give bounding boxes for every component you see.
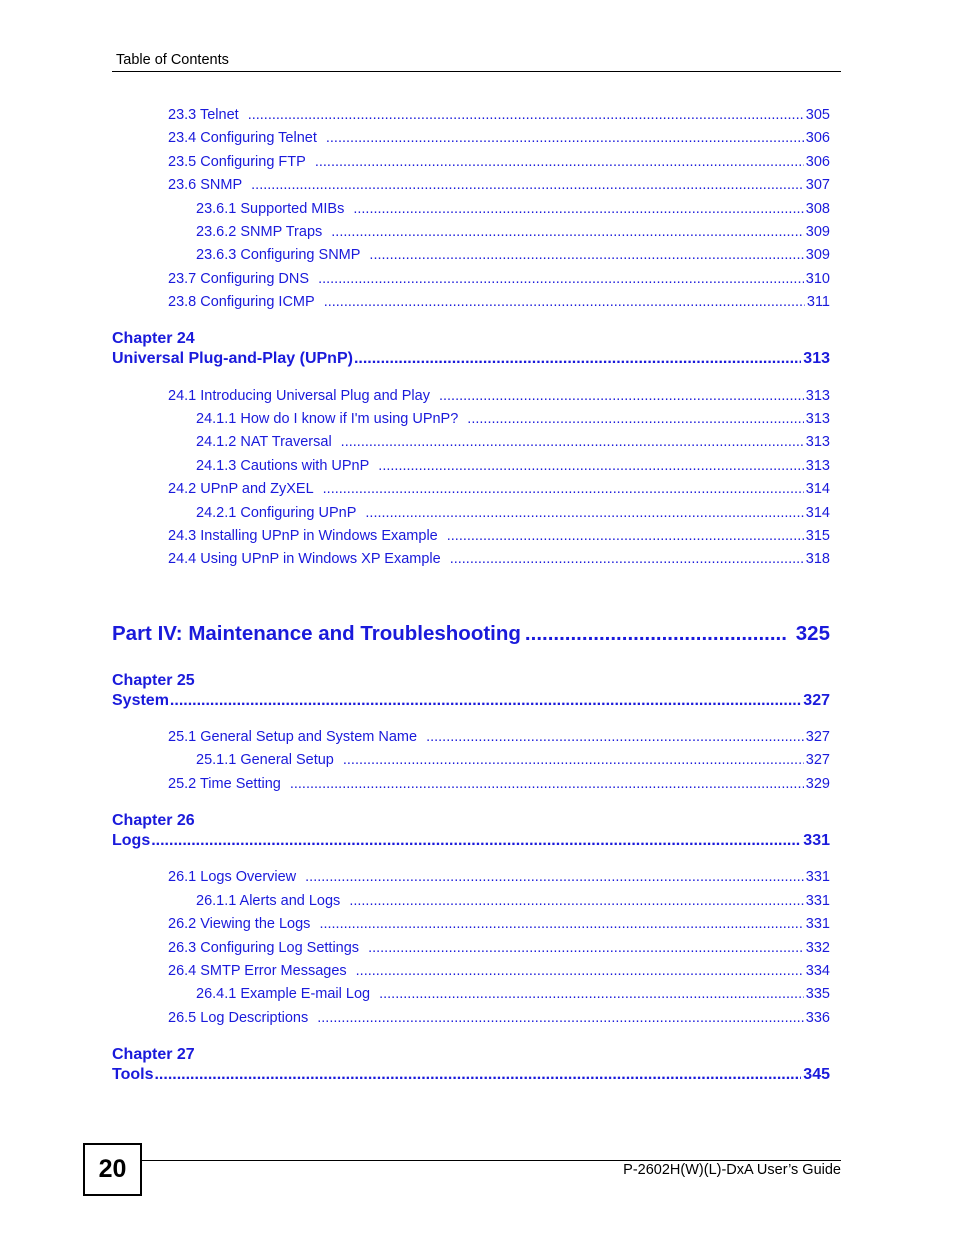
- toc-entry-title: 24.1.2 NAT Traversal: [196, 434, 332, 450]
- toc-entry-page: 313: [805, 458, 830, 474]
- toc-entry-title: 24.1 Introducing Universal Plug and Play: [168, 388, 430, 404]
- toc-entry-23-4[interactable]: [168, 130, 830, 146]
- toc-entry-page: 313: [805, 411, 830, 427]
- toc-entry-23-6-3[interactable]: [196, 247, 830, 263]
- toc-entry-26-5[interactable]: [168, 1010, 830, 1026]
- toc-entry-26-1[interactable]: [168, 869, 830, 885]
- toc-chapter-24[interactable]: [112, 350, 830, 368]
- toc-entry-23-7[interactable]: [168, 271, 830, 287]
- toc-entry-24-3[interactable]: [168, 528, 830, 544]
- toc-entry-23-3[interactable]: [168, 107, 830, 123]
- toc-entry-page: 331: [805, 893, 830, 909]
- toc-entry-page: 332: [805, 940, 830, 956]
- dot-leader: [343, 752, 804, 768]
- toc-entry-23-6-2[interactable]: [196, 224, 830, 240]
- toc-entry-title: 23.6 SNMP: [168, 177, 243, 193]
- toc-entry-title: 23.8 Configuring ICMP: [168, 294, 315, 310]
- toc-entry-24-2-1[interactable]: [196, 505, 830, 521]
- dot-leader: [290, 776, 804, 792]
- toc-entry-title: 26.4 SMTP Error Messages: [168, 963, 347, 979]
- dot-leader: [324, 294, 805, 310]
- toc-entry-23-6[interactable]: [168, 177, 830, 193]
- toc-entry-title: 26.5 Log Descriptions: [168, 1010, 309, 1026]
- dot-leader: [368, 940, 804, 956]
- dot-leader: [426, 729, 804, 745]
- toc-entry-page: 308: [805, 201, 830, 217]
- toc-entry-26-1-1[interactable]: [196, 893, 830, 909]
- toc-entry-page: 311: [806, 294, 830, 310]
- dot-leader: [341, 434, 804, 450]
- dot-leader: [326, 130, 804, 146]
- toc-entry-24-1-2[interactable]: [196, 434, 830, 450]
- toc-chapter-26[interactable]: [112, 832, 830, 850]
- toc-entry-page: 327: [803, 692, 830, 709]
- dot-leader: [354, 350, 801, 368]
- dot-leader: [349, 893, 803, 909]
- toc-entry-page: 334: [805, 963, 830, 979]
- chapter-26-label: Chapter 26: [112, 812, 195, 829]
- dot-leader: [439, 388, 804, 404]
- toc-entry-23-6-1[interactable]: [196, 201, 830, 217]
- toc-entry-page: 318: [805, 551, 830, 567]
- toc-entry-page: 314: [805, 481, 830, 497]
- dot-leader: [319, 916, 803, 932]
- dot-leader: [318, 271, 804, 287]
- chapter-27-label: Chapter 27: [112, 1046, 195, 1063]
- dot-leader: [151, 832, 801, 850]
- toc-entry-title: 24.2.1 Configuring UPnP: [196, 505, 357, 521]
- toc-entry-page: 313: [805, 434, 830, 450]
- toc-entry-24-1-1[interactable]: [196, 411, 830, 427]
- toc-entry-page: 309: [805, 224, 830, 240]
- toc-entry-page: 315: [805, 528, 830, 544]
- toc-entry-26-3[interactable]: [168, 940, 830, 956]
- toc-entry-25-1-1[interactable]: [196, 752, 830, 768]
- dot-leader: [378, 458, 804, 474]
- toc-entry-title: 23.5 Configuring FTP: [168, 154, 306, 170]
- toc-part-iv[interactable]: [112, 622, 830, 646]
- toc-entry-title: 26.3 Configuring Log Settings: [168, 940, 360, 956]
- dot-leader: [467, 411, 804, 427]
- page-number: 20: [83, 1143, 142, 1196]
- toc-entry-page: 335: [805, 986, 830, 1002]
- dot-leader: [369, 247, 803, 263]
- toc-entry-page: 331: [805, 869, 830, 885]
- toc-entry-title: 24.1.1 How do I know if I'm using UPnP?: [196, 411, 459, 427]
- toc-entry-page: 329: [805, 776, 830, 792]
- chapter-24-label: Chapter 24: [112, 330, 195, 347]
- toc-entry-title: 26.2 Viewing the Logs: [168, 916, 311, 932]
- toc-entry-title: 23.7 Configuring DNS: [168, 271, 310, 287]
- chapter-25-label: Chapter 25: [112, 672, 195, 689]
- guide-title: P-2602H(W)(L)-DxA User’s Guide: [623, 1162, 841, 1178]
- toc-entry-title: Tools: [112, 1066, 154, 1083]
- toc-entry-page: 331: [803, 832, 830, 849]
- toc-entry-title: 23.6.2 SNMP Traps: [196, 224, 323, 240]
- toc-entry-page: 310: [805, 271, 830, 287]
- toc-entry-title: 23.6.3 Configuring SNMP: [196, 247, 361, 263]
- toc-entry-24-4[interactable]: [168, 551, 830, 567]
- dot-leader: [353, 201, 803, 217]
- dot-leader: [323, 481, 804, 497]
- toc-entry-page: 307: [805, 177, 830, 193]
- toc-entry-24-1-3[interactable]: [196, 458, 830, 474]
- toc-entry-title: Logs: [112, 832, 151, 849]
- toc-entry-26-4-1[interactable]: [196, 986, 830, 1002]
- toc-entry-title: 24.4 Using UPnP in Windows XP Example: [168, 551, 441, 567]
- toc-entry-title: Part IV: Maintenance and Troubleshooting: [112, 622, 521, 645]
- toc-entry-25-2[interactable]: [168, 776, 830, 792]
- toc-chapter-27[interactable]: [112, 1066, 830, 1084]
- toc-entry-title: 26.1 Logs Overview: [168, 869, 297, 885]
- toc-entry-24-2[interactable]: [168, 481, 830, 497]
- toc-entry-title: 26.1.1 Alerts and Logs: [196, 893, 341, 909]
- dot-leader: [170, 692, 801, 710]
- dot-leader: [525, 622, 788, 646]
- toc-entry-page: 331: [805, 916, 830, 932]
- toc-entry-23-5[interactable]: [168, 154, 830, 170]
- toc-entry-page: 306: [805, 154, 830, 170]
- dot-leader: [154, 1066, 801, 1084]
- toc-chapter-25[interactable]: [112, 692, 830, 710]
- toc-entry-title: 26.4.1 Example E-mail Log: [196, 986, 371, 1002]
- toc-entry-title: System: [112, 692, 169, 709]
- footer-rule: [140, 1160, 841, 1161]
- toc-entry-page: 325: [795, 622, 830, 645]
- toc-entry-title: Universal Plug-and-Play (UPnP): [112, 350, 353, 367]
- dot-leader: [356, 963, 804, 979]
- toc-entry-25-1[interactable]: [168, 729, 830, 745]
- toc-entry-page: 306: [805, 130, 830, 146]
- toc-entry-23-8[interactable]: [168, 294, 830, 310]
- dot-leader: [315, 154, 804, 170]
- dot-leader: [248, 107, 804, 123]
- toc-entry-page: 336: [805, 1010, 830, 1026]
- dot-leader: [305, 869, 804, 885]
- toc-entry-page: 305: [805, 107, 830, 123]
- toc-entry-page: 314: [805, 505, 830, 521]
- toc-entry-title: 23.4 Configuring Telnet: [168, 130, 317, 146]
- header-rule: [112, 71, 841, 72]
- toc-entry-26-2[interactable]: [168, 916, 830, 932]
- toc-entry-page: 309: [805, 247, 830, 263]
- toc-entry-26-4[interactable]: [168, 963, 830, 979]
- toc-entry-page: 345: [803, 1066, 830, 1083]
- dot-leader: [317, 1010, 804, 1026]
- dot-leader: [379, 986, 804, 1002]
- toc-entry-title: 24.2 UPnP and ZyXEL: [168, 481, 314, 497]
- toc-entry-page: 327: [805, 729, 830, 745]
- toc-entry-title: 23.3 Telnet: [168, 107, 239, 123]
- dot-leader: [331, 224, 804, 240]
- toc-entry-title: 25.1 General Setup and System Name: [168, 729, 418, 745]
- toc-entry-page: 313: [805, 388, 830, 404]
- dot-leader: [251, 177, 804, 193]
- toc-entry-title: 25.1.1 General Setup: [196, 752, 334, 768]
- toc-entry-title: 24.3 Installing UPnP in Windows Example: [168, 528, 438, 544]
- toc-entry-page: 313: [803, 350, 830, 367]
- dot-leader: [447, 528, 804, 544]
- dot-leader: [365, 505, 803, 521]
- toc-entry-page: 327: [805, 752, 830, 768]
- toc-entry-title: 25.2 Time Setting: [168, 776, 281, 792]
- header-section-label: Table of Contents: [116, 52, 229, 68]
- toc-entry-title: 24.1.3 Cautions with UPnP: [196, 458, 370, 474]
- toc-entry-title: 23.6.1 Supported MIBs: [196, 201, 345, 217]
- toc-entry-24-1[interactable]: [168, 388, 830, 404]
- dot-leader: [450, 551, 804, 567]
